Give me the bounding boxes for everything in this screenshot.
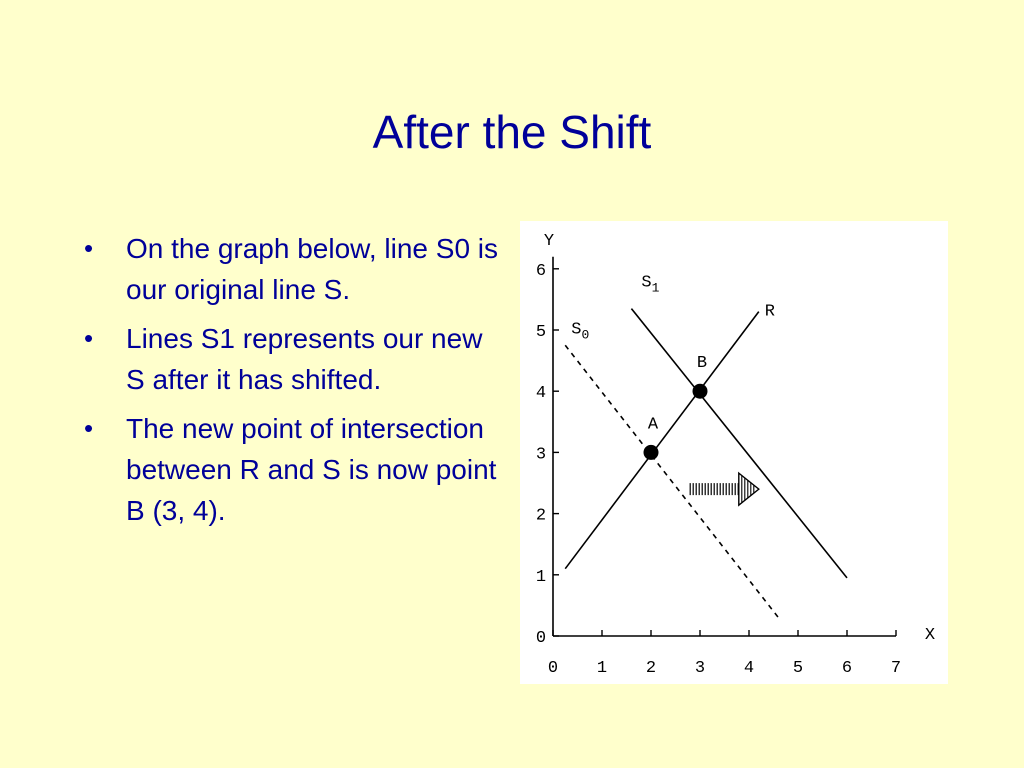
series-label-subscript: 1 xyxy=(651,280,660,296)
x-tick-label: 0 xyxy=(547,659,559,678)
x-tick-label: 7 xyxy=(890,659,902,678)
bullet-dot: • xyxy=(84,233,94,263)
bullet-dot: • xyxy=(84,413,94,443)
series-line-s1 xyxy=(631,309,847,578)
point-a xyxy=(644,445,659,460)
chart-container xyxy=(520,221,948,684)
slide-title: After the Shift xyxy=(372,106,652,158)
series-label-s0: $S_0$ xyxy=(571,320,590,343)
supply-shift-chart xyxy=(520,221,948,684)
x-tick-label: 2 xyxy=(645,659,657,678)
y-tick-label: 3 xyxy=(535,445,547,465)
series-label-s1: $S_1$ xyxy=(641,273,660,296)
series-line-r xyxy=(565,312,759,569)
bullet-item xyxy=(84,228,504,310)
bullet-dot: • xyxy=(84,323,94,353)
point-label-a: A xyxy=(647,415,659,435)
bullet-text: The new point of intersection between R and S is now point B (3, 4). xyxy=(126,413,497,526)
y-tick-label: 6 xyxy=(535,261,547,281)
bullet-text: On the graph below, line S0 is our original line S. xyxy=(126,233,499,305)
y-axis-label: Y xyxy=(543,231,555,251)
x-tick-label: 1 xyxy=(596,659,608,678)
y-tick-label: 0 xyxy=(535,629,547,648)
x-tick-label: 3 xyxy=(694,659,706,678)
x-tick-label: 6 xyxy=(841,659,853,678)
y-tick-label: 4 xyxy=(535,384,547,404)
bullet-list xyxy=(84,228,504,539)
y-tick-label: 1 xyxy=(535,567,547,587)
point-b xyxy=(693,384,708,399)
series-line-s0 xyxy=(565,345,781,620)
y-tick-label: 2 xyxy=(535,506,547,526)
y-tick-label: 5 xyxy=(535,323,547,342)
series-label-r: R xyxy=(764,302,776,322)
series-label-subscript: 0 xyxy=(581,327,590,343)
bullet-item xyxy=(84,408,504,531)
x-tick-label: 4 xyxy=(743,659,755,678)
point-label-b: B xyxy=(696,354,708,374)
x-tick-label: 5 xyxy=(792,659,804,678)
bullet-item xyxy=(84,318,504,400)
bullet-text: Lines S1 represents our new S after it has shifted. xyxy=(126,323,483,395)
x-axis-label: X xyxy=(924,626,936,645)
